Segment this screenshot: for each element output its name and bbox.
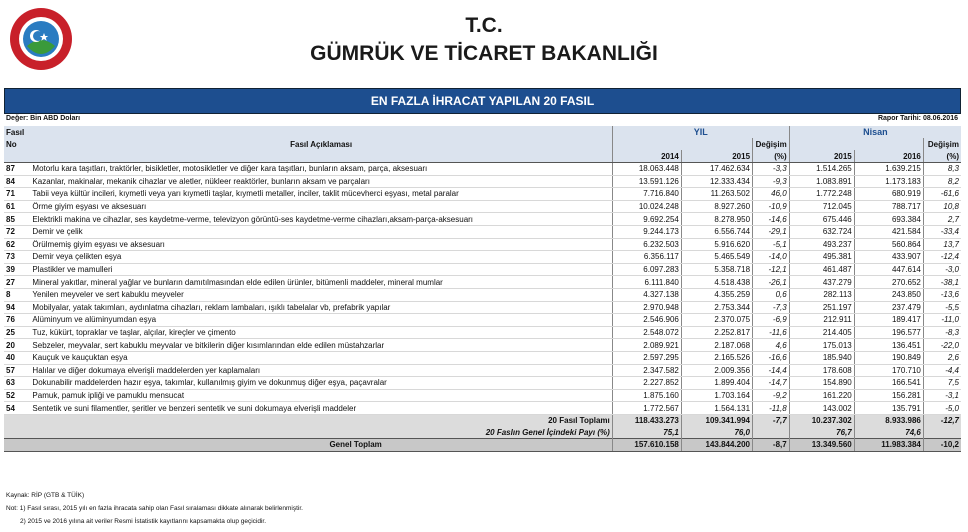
share-y2015: 76,0 [681,426,752,438]
table-header [4,126,961,163]
row-m2016: 237.479 [854,301,923,314]
row-m2016: 693.384 [854,213,923,226]
row-y2014: 2.597.295 [612,351,681,364]
row-code: 52 [4,389,30,402]
total-m2016: 11.983.384 [854,439,923,452]
row-mch: -38,1 [923,276,961,289]
report-banner: EN FAZLA İHRACAT YAPILAN 20 FASIL [4,88,961,114]
row-ych: -26,1 [753,276,790,289]
row-m2016: 170.710 [854,364,923,377]
table-row [4,326,961,339]
row-m2016: 136.451 [854,339,923,352]
row-y2015: 4.518.438 [681,276,752,289]
group-year: YIL [612,126,789,138]
row-code: 27 [4,276,30,289]
row-y2014: 13.591.126 [612,175,681,188]
total-label: Genel Toplam [30,439,612,452]
row-code: 54 [4,402,30,415]
row-desc: Örme giyim eşyası ve aksesuarı [30,200,612,213]
table-row [4,263,961,276]
col-change-head-2: Değişim [923,138,961,150]
row-mch: 13,7 [923,238,961,251]
table-row [4,225,961,238]
col-m2015: 2015 [789,150,854,163]
row-desc: Demir ve çelik [30,225,612,238]
row-m2015: 175.013 [789,339,854,352]
row-ych: -14,6 [753,213,790,226]
row-desc: Halılar ve diğer dokumaya elverişli maddelerden yer kaplamaları [30,364,612,377]
sum-label: 20 Fasıl Toplamı [30,414,612,426]
row-desc: Mobilyalar, yatak takımları, aydınlatma cihazları, reklam lambaları, ışıklı tabelalar vb, prefabrik yapılar [30,301,612,314]
table-row [4,301,961,314]
ministry-title: GÜMRÜK VE TİCARET BAKANLIĞI [310,42,658,65]
table-row [4,163,961,176]
row-m2016: 190.849 [854,351,923,364]
table-row [4,251,961,264]
row-desc: Tuz, kükürt, topraklar ve taşlar, alçılar, kireçler ve çimento [30,326,612,339]
row-ych: -9,3 [753,175,790,188]
row-y2015: 2.252.817 [681,326,752,339]
row-y2014: 2.546.906 [612,314,681,327]
row-mch: -13,6 [923,288,961,301]
sum-mch: -12,7 [923,414,961,426]
row-y2015: 12.333.434 [681,175,752,188]
row-desc: Elektrikli makina ve cihazlar, ses kaydetme-verme, televizyon görüntü-ses kaydetme-verme cihazları,aksam-parça-aksesuarı [30,213,612,226]
row-ych: -10,9 [753,200,790,213]
row-m2015: 632.724 [789,225,854,238]
row-desc: Sentetik ve suni filamentler, şeritler ve benzeri sentetik ve suni dokumaya elverişli maddeler [30,402,612,415]
row-m2016: 560.864 [854,238,923,251]
row-y2015: 5.916.620 [681,238,752,251]
row-y2014: 6.232.503 [612,238,681,251]
row-code: 39 [4,263,30,276]
row-y2014: 2.089.921 [612,339,681,352]
table-body [4,163,961,415]
row-y2015: 8.927.260 [681,200,752,213]
row-code: 20 [4,339,30,352]
col-change-head: Değişim [753,138,790,150]
table-row [4,175,961,188]
row-mch: -22,0 [923,339,961,352]
row-m2015: 461.487 [789,263,854,276]
row-m2015: 214.405 [789,326,854,339]
row-m2016: 270.652 [854,276,923,289]
row-mch: -4,4 [923,364,961,377]
row-y2015: 5.358.718 [681,263,752,276]
row-m2015: 1.772.248 [789,188,854,201]
row-m2015: 495.381 [789,251,854,264]
row-ych: -14,0 [753,251,790,264]
row-desc: Mineral yakıtlar, mineral yağlar ve bunların damıtılmasından elde edilen ürünler, bitümenli maddeler, mineral mumlar [30,276,612,289]
row-ych: -11,8 [753,402,790,415]
row-mch: 10,8 [923,200,961,213]
row-y2015: 8.278.950 [681,213,752,226]
row-desc: Demir veya çelikten eşya [30,251,612,264]
row-mch: 8,3 [923,163,961,176]
row-code: 25 [4,326,30,339]
row-y2015: 1.564.131 [681,402,752,415]
col-pct: (%) [753,150,790,163]
row-y2015: 4.355.259 [681,288,752,301]
row-m2016: 166.541 [854,377,923,390]
row-ych: -9,2 [753,389,790,402]
share-m2015: 76,7 [789,426,854,438]
row-mch: -12,4 [923,251,961,264]
row-code: 63 [4,377,30,390]
row-m2015: 712.045 [789,200,854,213]
row-ych: -14,7 [753,377,790,390]
table-row [4,238,961,251]
row-m2016: 1.639.215 [854,163,923,176]
col-code-head: Fasıl [4,126,30,138]
row-code: 85 [4,213,30,226]
row-m2015: 154.890 [789,377,854,390]
row-desc: Tabii veya kültür incileri, kıymetli veya yarı kıymetli taşlar, kıymetli metaller, inciler, taklit mücevherci eşyası, metal paralar [30,188,612,201]
col-code-head-2: No [4,138,30,150]
row-mch: 2,6 [923,351,961,364]
row-mch: -3,0 [923,263,961,276]
table-row [4,364,961,377]
unit-label: Değer: Bin ABD Doları [6,115,81,122]
row-desc: Kauçuk ve kauçuktan eşya [30,351,612,364]
table-row [4,188,961,201]
footnote-1: Not: 1) Fasıl sırası, 2015 yılı en fazla ihracata sahip olan Fasıl sıralaması dikkate alınarak belirlenmiştir. [6,505,303,512]
row-m2016: 680.919 [854,188,923,201]
row-y2014: 2.347.582 [612,364,681,377]
row-y2014: 10.024.248 [612,200,681,213]
col-2015: 2015 [681,150,752,163]
row-m2015: 178.608 [789,364,854,377]
total-m2015: 13.349.560 [789,439,854,452]
sum-m2015: 10.237.302 [789,414,854,426]
sum-y2014: 118.433.273 [612,414,681,426]
table-row [4,276,961,289]
row-m2015: 161.220 [789,389,854,402]
row-code: 76 [4,314,30,327]
row-ych: -6,9 [753,314,790,327]
table-row [4,351,961,364]
row-mch: 7,5 [923,377,961,390]
row-desc: Plastikler ve mamulleri [30,263,612,276]
sum-y2015: 109.341.994 [681,414,752,426]
table-row [4,402,961,415]
sum-ych: -7,7 [753,414,790,426]
row-y2014: 9.244.173 [612,225,681,238]
row-mch: 2,7 [923,213,961,226]
row-mch: -5,0 [923,402,961,415]
row-code: 62 [4,238,30,251]
share-label: 20 Faslın Genel İçindeki Payı (%) [30,426,612,438]
row-m2016: 1.173.183 [854,175,923,188]
row-desc: Kazanlar, makinalar, mekanik cihazlar ve aletler, nükleer reaktörler, bunların aksam ve parçaları [30,175,612,188]
row-mch: -8,3 [923,326,961,339]
row-m2015: 251.197 [789,301,854,314]
row-m2015: 282.113 [789,288,854,301]
row-m2015: 675.446 [789,213,854,226]
row-y2014: 6.097.283 [612,263,681,276]
row-code: 87 [4,163,30,176]
row-desc: Motorlu kara taşıtları, traktörler, bisikletler, motosikletler ve diğer kara taşıtları, bunların aksam, parça, aksesuarı [30,163,612,176]
row-code: 72 [4,225,30,238]
row-mch: -3,1 [923,389,961,402]
group-month: Nisan [789,126,961,138]
row-y2015: 2.165.526 [681,351,752,364]
row-m2016: 433.907 [854,251,923,264]
total-row [4,439,961,452]
row-y2014: 1.875.160 [612,389,681,402]
share-row [4,426,961,438]
row-code: 40 [4,351,30,364]
col-2014: 2014 [612,150,681,163]
row-desc: Dokunabilir maddelerden hazır eşya, takımlar, kullanılmış giyim ve dokunmuş diğer eşya, paçavralar [30,377,612,390]
row-code: 61 [4,200,30,213]
row-ych: -29,1 [753,225,790,238]
share-m2016: 74,6 [854,426,923,438]
row-code: 84 [4,175,30,188]
col-m2016: 2016 [854,150,923,163]
row-y2014: 9.692.254 [612,213,681,226]
table-row [4,314,961,327]
row-m2016: 421.584 [854,225,923,238]
row-y2015: 2.009.356 [681,364,752,377]
source-note: Kaynak: RİP (GTB & TÜİK) [6,492,85,499]
row-ych: -16,6 [753,351,790,364]
row-ych: 0,6 [753,288,790,301]
row-m2016: 447.614 [854,263,923,276]
row-y2014: 2.970.948 [612,301,681,314]
share-y2014: 75,1 [612,426,681,438]
row-y2014: 2.548.072 [612,326,681,339]
row-mch: -5,5 [923,301,961,314]
row-ych: 46,0 [753,188,790,201]
row-y2015: 2.187.068 [681,339,752,352]
row-code: 94 [4,301,30,314]
table-row [4,200,961,213]
row-ych: -5,1 [753,238,790,251]
sum-m2016: 8.933.986 [854,414,923,426]
total-mch: -10,2 [923,439,961,452]
row-m2016: 156.281 [854,389,923,402]
row-mch: 8,2 [923,175,961,188]
row-m2015: 143.002 [789,402,854,415]
row-m2015: 212.911 [789,314,854,327]
row-y2014: 1.772.567 [612,402,681,415]
row-m2016: 243.850 [854,288,923,301]
row-y2015: 17.462.634 [681,163,752,176]
row-code: 57 [4,364,30,377]
table-row [4,288,961,301]
row-m2015: 1.083.891 [789,175,854,188]
row-y2015: 5.465.549 [681,251,752,264]
row-m2015: 1.514.265 [789,163,854,176]
total-y2014: 157.610.158 [612,439,681,452]
col-pct-2: (%) [923,150,961,163]
row-desc: Örülmemiş giyim eşyası ve aksesuarı [30,238,612,251]
export-table [4,126,961,452]
row-m2015: 493.237 [789,238,854,251]
col-desc-head: Fasıl Açıklaması [30,126,612,163]
row-mch: -33,4 [923,225,961,238]
row-y2014: 2.227.852 [612,377,681,390]
row-y2014: 7.716.840 [612,188,681,201]
row-y2015: 1.703.164 [681,389,752,402]
total-y2015: 143.844.200 [681,439,752,452]
row-ych: -14,4 [753,364,790,377]
row-desc: Yenilen meyveler ve sert kabuklu meyveler [30,288,612,301]
row-ych: 4,6 [753,339,790,352]
row-mch: -61,6 [923,188,961,201]
table-row [4,377,961,390]
row-m2016: 189.417 [854,314,923,327]
row-mch: -11,0 [923,314,961,327]
row-code: 71 [4,188,30,201]
sum-row [4,414,961,426]
row-m2016: 196.577 [854,326,923,339]
row-y2015: 11.263.502 [681,188,752,201]
row-ych: -11,6 [753,326,790,339]
footnote-2: 2) 2015 ve 2016 yılına ait veriler Resmi İstatistik kayıtlarını kapsamakta olup geçicidir. [20,518,267,525]
row-m2015: 185.940 [789,351,854,364]
row-desc: Alüminyum ve alüminyumdan eşya [30,314,612,327]
row-y2014: 18.063.448 [612,163,681,176]
total-ych: -8,7 [753,439,790,452]
row-code: 73 [4,251,30,264]
row-m2015: 437.279 [789,276,854,289]
report-date: Rapor Tarihi: 08.06.2016 [877,115,958,122]
row-y2014: 4.327.138 [612,288,681,301]
row-ych: -3,3 [753,163,790,176]
row-y2014: 6.356.117 [612,251,681,264]
row-ych: -12,1 [753,263,790,276]
table-row [4,339,961,352]
row-ych: -7,3 [753,301,790,314]
row-code: 8 [4,288,30,301]
row-y2015: 2.753.344 [681,301,752,314]
row-y2015: 1.899.404 [681,377,752,390]
row-desc: Pamuk, pamuk ipliği ve pamuklu mensucat [30,389,612,402]
row-m2016: 788.717 [854,200,923,213]
row-y2015: 2.370.075 [681,314,752,327]
row-desc: Sebzeler, meyvalar, sert kabuklu meyvalar ve bitkilerin diğer kısımlarından elde edilen müstahzarlar [30,339,612,352]
table-row [4,213,961,226]
table-row [4,389,961,402]
row-y2014: 6.111.840 [612,276,681,289]
row-y2015: 6.556.744 [681,225,752,238]
row-m2016: 135.791 [854,402,923,415]
country-title: T.C. [465,14,503,37]
